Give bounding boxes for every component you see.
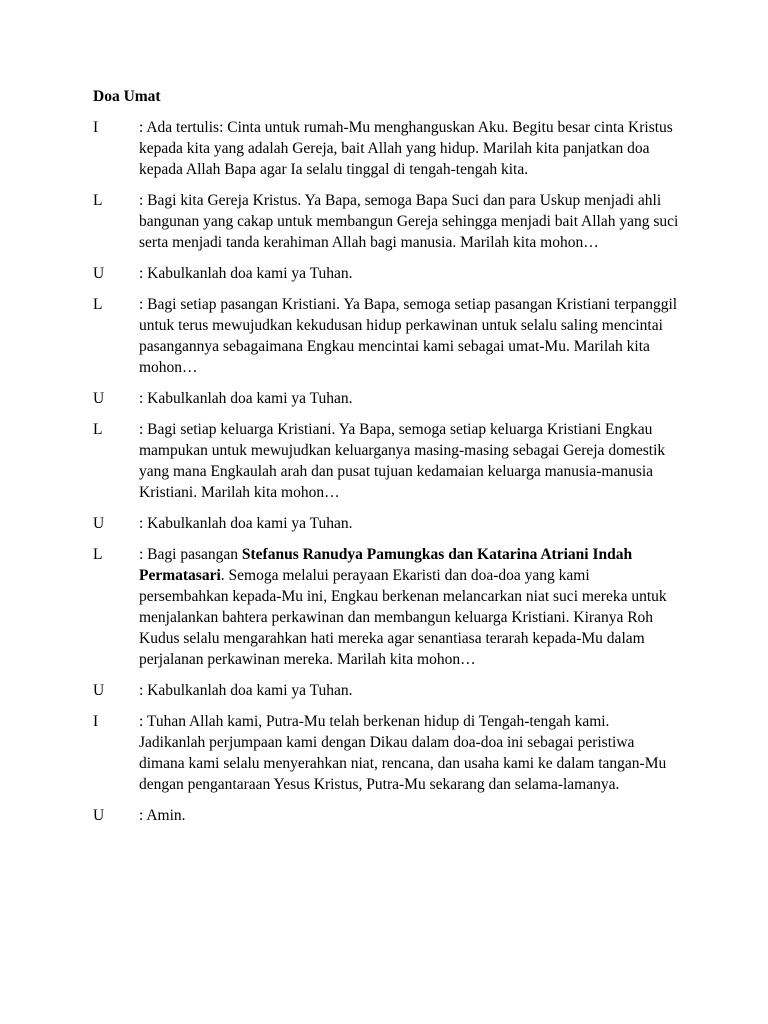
prayer-text: : Tuhan Allah kami, Putra-Mu telah berkenan hidup di Tengah-tengah kami. Jadikanlah perjumpaan kami dengan Dikau dalam doa-doa ini sebagai peristiwa dimana kami selalu menyerahkan niat, rencana, dan usaha kami ke dalam tangan-Mu dengan pengantaraan Yesus Kristus, Putra-Mu sekarang dan selama-lamanya. (139, 713, 667, 793)
speaker-label: U (93, 682, 105, 699)
speaker-label: U (93, 390, 105, 407)
prayer-text: : Bagi kita Gereja Kristus. Ya Bapa, semoga Bapa Suci dan para Uskup menjadi ahli bangunan yang cakap untuk membangun Gereja sehingga menjadi bait Allah yang suci serta menjadi tanda kerahiman Allah bagi manusia. Marilah kita mohon… (139, 192, 679, 251)
prayer-entry (93, 294, 693, 378)
response-text: : Amin. (139, 807, 186, 824)
speaker-label: U (93, 515, 105, 532)
prayer-entry (93, 680, 693, 701)
response-text: : Kabulkanlah doa kami ya Tuhan. (139, 682, 353, 699)
couple-names: Stefanus Ranudya Pamungkas dan Katarina Atriani Indah Permatasari (139, 546, 633, 584)
prayer-text: : Bagi setiap keluarga Kristiani. Ya Bapa, semoga setiap keluarga Kristiani Engkau mampukan untuk mewujudkan keluarganya masing-masing sebagai Gereja domestik yang mana Engkaulah arah dan pusat tujuan kedamaian keluarga manusia-manusia Kristiani. Marilah kita mohon… (139, 421, 666, 501)
prayer-text: : Bagi setiap pasangan Kristiani. Ya Bapa, semoga setiap pasangan Kristiani terpanggil untuk terus mewujudkan kekudusan hidup perkawinan untuk selalu saling mencintai pasangannya sebagaimana Engkau mencintai kami sebagai umat-Mu. Marilah kita mohon… (139, 296, 678, 376)
prayer-text-intro: : Bagi pasangan (139, 546, 242, 563)
response-text: : Kabulkanlah doa kami ya Tuhan. (139, 515, 353, 532)
speaker-label: L (93, 296, 103, 313)
prayer-entry (93, 711, 693, 795)
prayer-entry (93, 117, 693, 180)
prayer-entry (93, 544, 693, 670)
speaker-label: L (93, 192, 103, 209)
speaker-label: I (93, 119, 99, 136)
document-title: Doa Umat (93, 88, 161, 105)
prayer-entry (93, 419, 693, 503)
document-page (93, 86, 693, 836)
prayer-text: : Ada tertulis: Cinta untuk rumah-Mu menghanguskan Aku. Begitu besar cinta Kristus kepada kita yang adalah Gereja, bait Allah yang hidup. Marilah kita panjatkan doa kepada Allah Bapa agar Ia selalu tinggal di tengah-tengah kita. (139, 119, 673, 178)
prayer-entry (93, 388, 693, 409)
speaker-label: L (93, 421, 103, 438)
prayer-entry (93, 805, 693, 826)
speaker-label: U (93, 265, 105, 282)
speaker-label: L (93, 546, 103, 563)
prayer-text (139, 544, 679, 670)
prayer-text-body: . Semoga melalui perayaan Ekaristi dan doa-doa yang kami persembahkan kepada-Mu ini, Engkau berkenan melancarkan niat suci mereka untuk menjalankan bahtera perkawinan dan membangun keluarga Kristiani. Kiranya Roh Kudus selalu mengarahkan hati mereka agar senantiasa terarah kepada-Mu dalam perjalanan perkawinan mereka. Marilah kita mohon… (139, 567, 667, 668)
prayer-entry (93, 190, 693, 253)
prayer-entry (93, 513, 693, 534)
response-text: : Kabulkanlah doa kami ya Tuhan. (139, 390, 353, 407)
speaker-label: I (93, 713, 99, 730)
prayer-entry (93, 263, 693, 284)
speaker-label: U (93, 807, 105, 824)
response-text: : Kabulkanlah doa kami ya Tuhan. (139, 265, 353, 282)
